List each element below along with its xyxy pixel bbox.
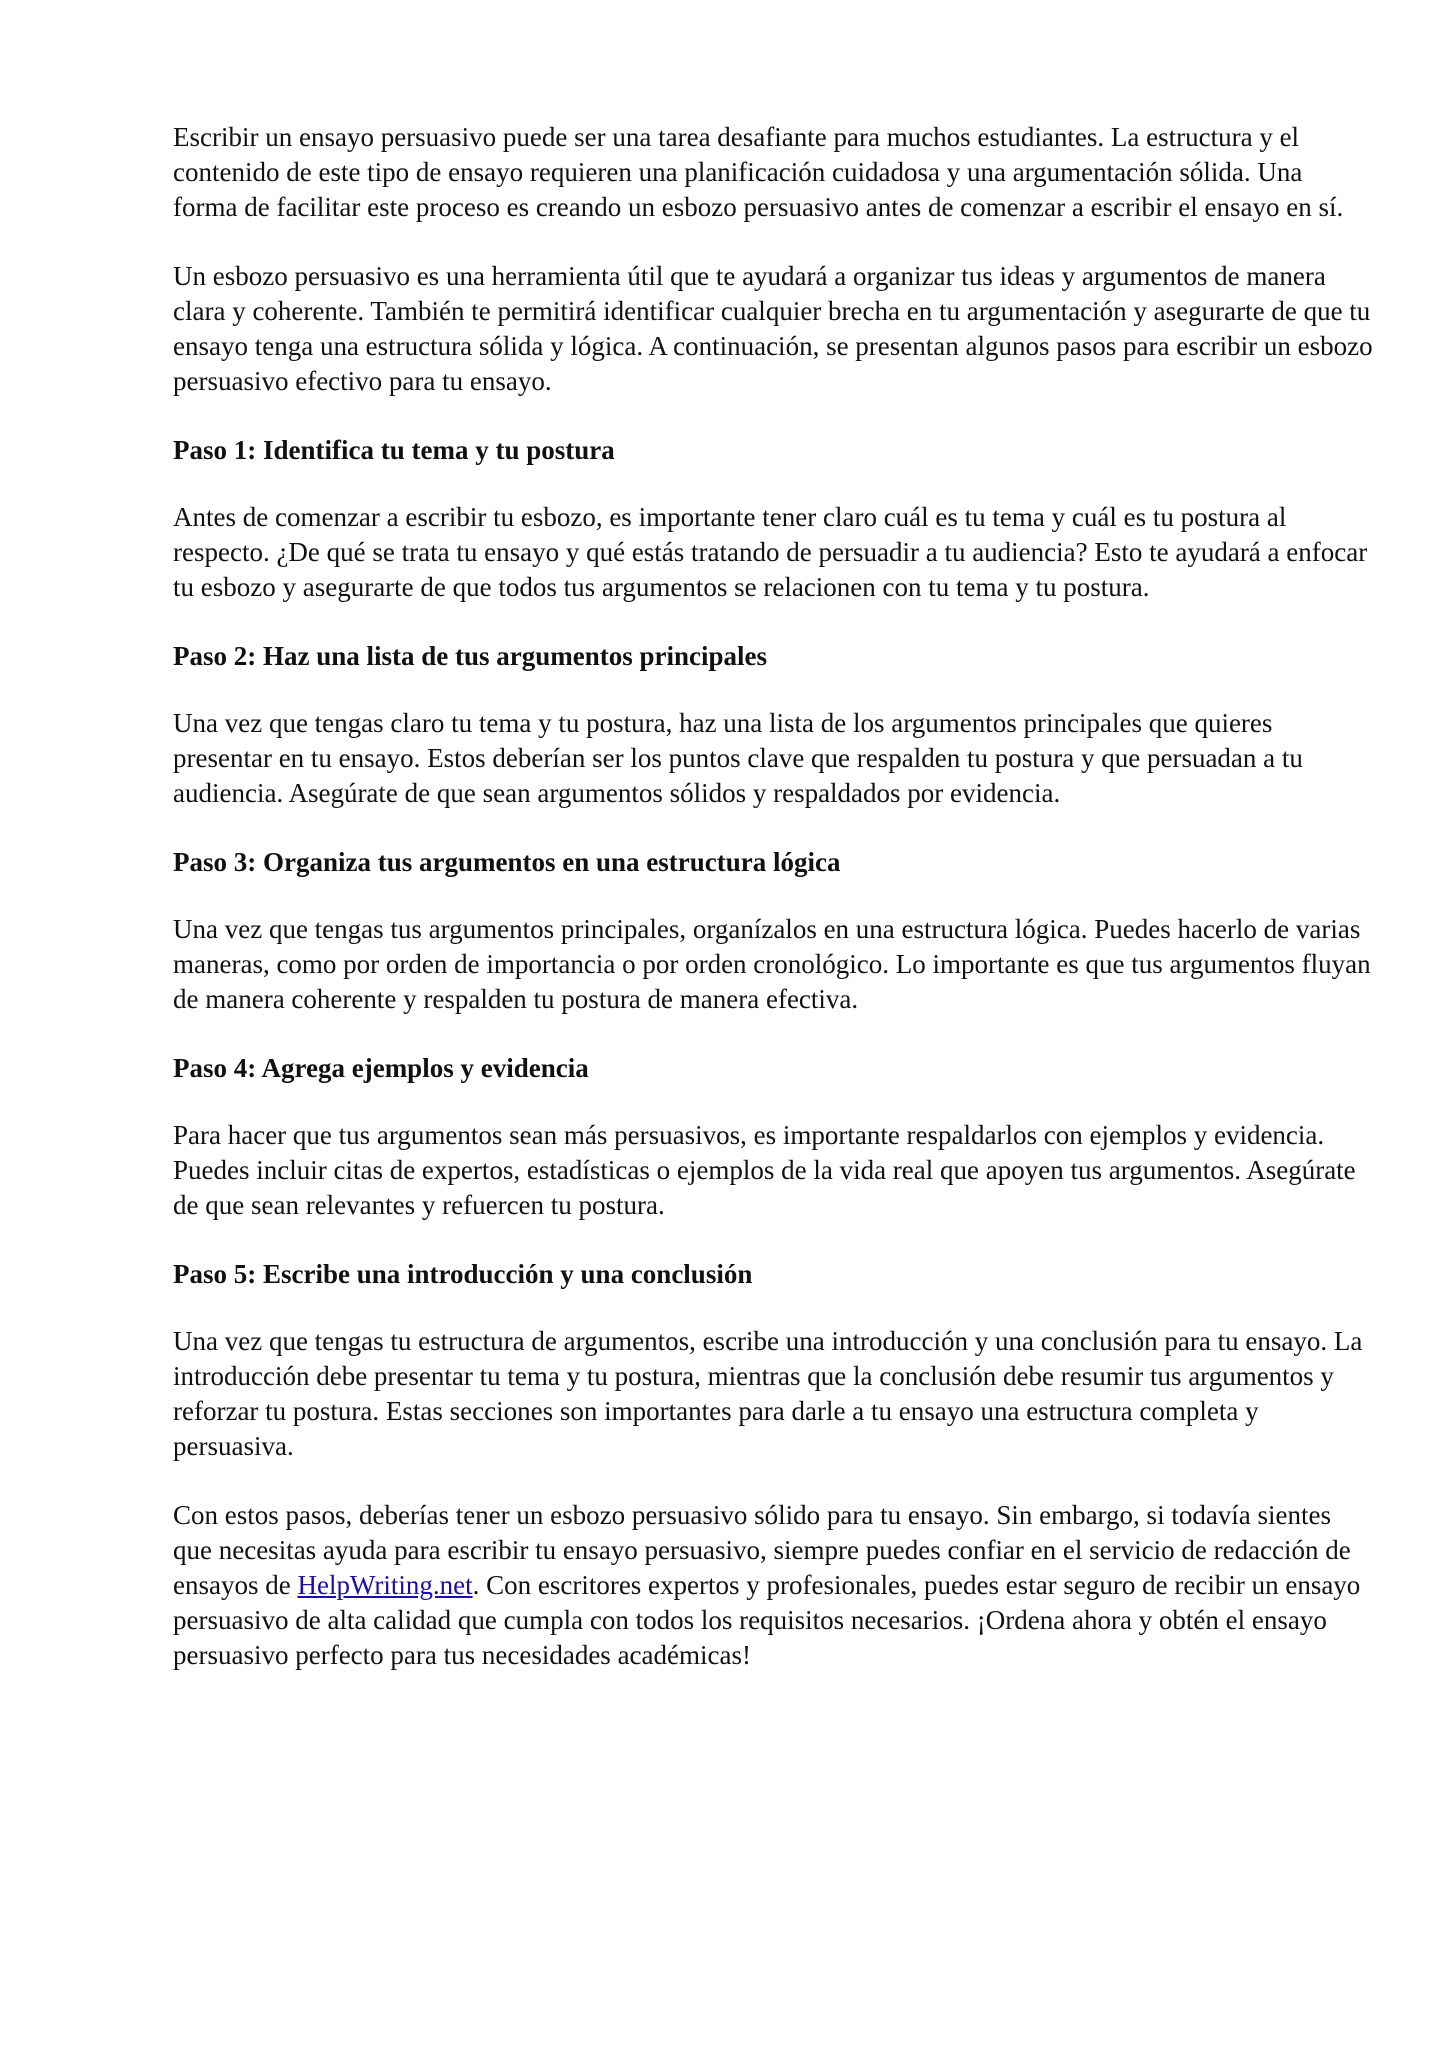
step-5-heading: Paso 5: Escribe una introducción y una conclusión [173,1259,753,1289]
helpwriting-link[interactable]: HelpWriting.net [297,1570,473,1600]
step-2-heading: Paso 2: Haz una lista de tus argumentos principales [173,641,768,671]
step-1-heading: Paso 1: Identifica tu tema y tu postura [173,435,615,465]
step-4-heading: Paso 4: Agrega ejemplos y evidencia [173,1053,589,1083]
step-3-heading: Paso 3: Organiza tus argumentos en una estructura lógica [173,847,841,877]
conclusion-paragraph [173,1498,1373,1673]
step-3-body: Una vez que tengas tus argumentos principales, organízalos en una estructura lógica. Puedes hacerlo de varias maneras, como por orden de importancia o por orden cronológico. Lo importante es que tus argumentos fluyan de manera coherente y respalden tu postura de manera efectiva. [173,914,1371,1014]
intro-paragraph-2: Un esbozo persuasivo es una herramienta útil que te ayudará a organizar tus ideas y argumentos de manera clara y coherente. También te permitirá identificar cualquier brecha en tu argumentación y asegurarte de que tu ensayo tenga una estructura sólida y lógica. A continuación, se presentan algunos pasos para escribir un esbozo persuasivo efectivo para tu ensayo. [173,261,1373,396]
step-4-body: Para hacer que tus argumentos sean más persuasivos, es importante respaldarlos con ejemplos y evidencia. Puedes incluir citas de expertos, estadísticas o ejemplos de la vida real que apoyen tus argumentos. Asegúrate de que sean relevantes y refuercen tu postura. [173,1120,1356,1220]
intro-paragraph-1: Escribir un ensayo persuasivo puede ser una tarea desafiante para muchos estudiantes. La estructura y el contenido de este tipo de ensayo requieren una planificación cuidadosa y una argumentación sólida. Una forma de facilitar este proceso es creando un esbozo persuasivo antes de comenzar a escribir el ensayo en sí. [173,122,1344,222]
conclusion-text-before-link: Con estos pasos, deberías tener un esbozo persuasivo sólido para tu ensayo. Sin embargo, si todavía sientes que necesitas ayuda para escribir tu ensayo persuasivo, siempre puedes confiar en el servicio de redacción de ensayos de [173,1500,1351,1600]
step-5-body: Una vez que tengas tu estructura de argumentos, escribe una introducción y una conclusión para tu ensayo. La introducción debe presentar tu tema y tu postura, mientras que la conclusión debe resumir tus argumentos y reforzar tu postura. Estas secciones son importantes para darle a tu ensayo una estructura completa y persuasiva. [173,1326,1363,1461]
step-1-body: Antes de comenzar a escribir tu esbozo, es importante tener claro cuál es tu tema y cuál es tu postura al respecto. ¿De qué se trata tu ensayo y qué estás tratando de persuadir a tu audiencia? Esto te ayudará a enfocar tu esbozo y asegurarte de que todos tus argumentos se relacionen con tu tema y tu postura. [173,502,1368,602]
conclusion-text-after-link: . Con escritores expertos y profesionales, puedes estar seguro de recibir un ensayo persuasivo de alta calidad que cumpla con todos los requisitos necesarios. ¡Ordena ahora y obtén el ensayo persuasivo perfecto para tus necesidades académicas! [173,1570,1361,1670]
step-2-body: Una vez que tengas claro tu tema y tu postura, haz una lista de los argumentos principales que quieres presentar en tu ensayo. Estos deberían ser los puntos clave que respalden tu postura y que persuadan a tu audiencia. Asegúrate de que sean argumentos sólidos y respaldados por evidencia. [173,708,1303,808]
